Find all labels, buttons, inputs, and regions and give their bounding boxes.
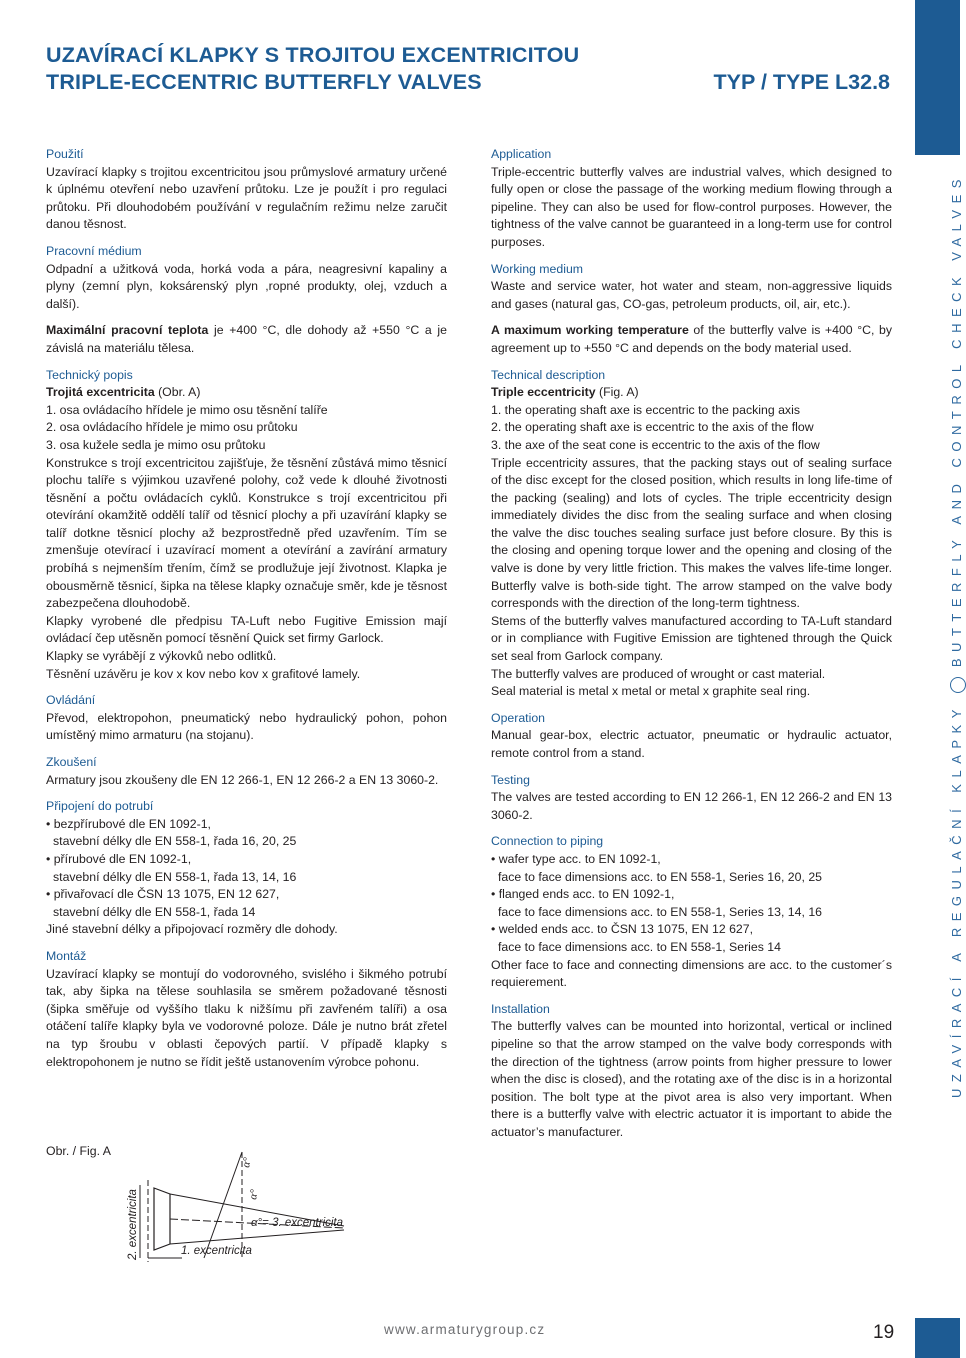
list-item: • bezpřírubové dle EN 1092-1, [46, 816, 211, 831]
right-column [491, 146, 892, 1141]
section-heading: Použití [46, 147, 84, 161]
list-item: • welded ends acc. to ČSN 13 1075, EN 12 627, [491, 922, 754, 937]
section-heading: Connection to piping [491, 834, 604, 849]
section-heading: Working medium [491, 261, 584, 276]
paragraph: Klapky se vyrábějí z výkovků nebo odlitků. [46, 649, 277, 664]
list-item: • přírubové dle EN 1092-1, [46, 851, 192, 866]
list-item: face to face dimensions acc. to EN 558-1, Series 13, 14, 16 [498, 904, 823, 919]
paragraph: Waste and service water, hot water and steam, non-aggressive liquids and gases (natural gas, CO-gas, petroleum products, oil, air, etc.). [491, 279, 892, 311]
section-heading: Montáž [46, 948, 87, 963]
text: je +400 °C, dle dohody až +550 °C a je závislá na materiálu tělesa. [46, 323, 447, 355]
list-item: stavební délky dle EN 558-1, řada 14 [53, 904, 256, 919]
paragraph: Konstrukce s trojí excentricitou zajišťuje, že těsnění zůstává mimo těsnicí plochu talíře s výjimkou uzavřené polohy, což vede k dlouhé životnosti těsnění a počtu ovládacích cyklů. Konstrukce s trojí excentricitou při otevírání okamžitě oddělí talíř od těsnicí plochy a při uzavírání klapky se talíř dotkne těsnicí plochy až bezprostředně před uzavřením. Tím se zmenšuje otevírací i uzavírací moment a otevírání a zavírání armatury probíhá s nejmenším třením, čímž se prodlužuje její životnost. Klapka je obousměrně těsnicí, šipka na tělese klapky označuje směr, kde je těsnost zabezpečena dlouhodobě. [46, 455, 447, 611]
side-label-cz: UZAVÍRACÍ A REGULAČNÍ KLAPKY [949, 703, 964, 1098]
paragraph: Triple-eccentric butterfly valves are industrial valves, which designed to fully open or close the passage of the working medium flowing through a pipeline. They can also be used for flow-control purposes. However, the tightness of the valve cannot be guaranteed in a long-term use for control purposes. [491, 164, 892, 249]
paragraph: Stems of the butterfly valves manufactured according to TA-Luft standard or in compliance with Fugitive Emission are tightened through the Quick set seal from Garlock company. [491, 613, 892, 664]
left-column [46, 146, 447, 1071]
list-item: 3. osa kužele sedla je mimo osu průtoku [46, 437, 266, 452]
title-cz: UZAVÍRACÍ KLAPKY S TROJITOU EXCENTRICITOU [46, 43, 580, 67]
section-heading: Technický popis [46, 367, 133, 382]
paragraph: Uzavírací klapky s trojitou excentricitou jsou průmyslové armatury určené k úplnému otevření nebo uzavření průtoku. Lze je použít i pro regulaci průtoku. Při dlouhodobém používání v regulačním režimu nelze zaručit danou těsnost. [46, 164, 447, 232]
text: of the butterfly valve is +400 °C, by agreement up to +550 °C and depends on the body material used. [491, 323, 892, 355]
paragraph: The valves are tested according to EN 12 266-1, EN 12 266-2 and EN 13 3060-2. [491, 790, 892, 822]
paragraph: Jiné stavební délky a připojovací rozměry dle dohody. [46, 922, 338, 937]
figure-label: Obr. / Fig. A [46, 1144, 111, 1158]
section-heading: Ovládání [46, 693, 96, 708]
paragraph: Těsnění uzávěru je kov x kov nebo kov x grafitové lamely. [46, 666, 361, 681]
ecc1-label: 1. excentricita [181, 1245, 252, 1257]
list-item: 1. osa ovládacího hřídele je mimo osu těsnění talíře [46, 402, 328, 417]
paragraph: Other face to face and connecting dimensions are acc. to the customer´s requierement. [491, 957, 892, 990]
list-item: stavební délky dle EN 558-1, řada 16, 20, 25 [53, 834, 297, 849]
logo-icon [950, 677, 966, 693]
bold-text: Trojitá excentricita [46, 385, 155, 400]
title-en: TRIPLE-ECCENTRIC BUTTERFLY VALVES [46, 70, 482, 94]
paragraph [491, 384, 892, 402]
paragraph: The butterfly valves are produced of wrought or cast material. [491, 666, 826, 681]
ecc2-label: 2. excentricita [127, 1189, 139, 1260]
type-label: TYP / TYPE L32.8 [713, 70, 890, 94]
alpha-label: α° [247, 1188, 261, 1201]
ecc3-label: α°= 3. excentricita [251, 1217, 344, 1229]
top-accent-bar [915, 0, 960, 155]
section-heading: Připojení do potrubí [46, 799, 154, 814]
text: (Obr. A) [154, 385, 201, 400]
section-heading: Zkoušení [46, 755, 97, 769]
section-heading: Installation [491, 1001, 550, 1016]
paragraph: Uzavírací klapky se montují do vodorovného, svislého i šikmého potrubí tak, aby šipka na tělese souhlasila se směrem požadované těsnosti (šipka směřuje od vyššího tlaku k nižšímu při zavřeném talíři) a osa otáčení talíře klapky byla ve vodorovné poloze. Dále je nutno brát zřetel na typ šroubu v oblasti čepových partií. V případě klapky s elektropohonem je nutno se řídit ještě ustanovením výrobce pohonu. [46, 966, 447, 1069]
list-item: 3. the axe of the seat cone is eccentric to the axis of the flow [491, 437, 820, 452]
disc-shape [154, 1188, 170, 1250]
bold-text: Triple eccentricity [491, 385, 596, 400]
page-number: 19 [873, 1322, 895, 1343]
eccentricity-diagram [44, 1140, 384, 1270]
list-item: face to face dimensions acc. to EN 558-1, Series 16, 20, 25 [498, 869, 823, 884]
alpha-label: α° [240, 1156, 254, 1169]
section-heading: Operation [491, 710, 546, 725]
list-item: 2. osa ovládacího hřídele je mimo osu průtoku [46, 420, 298, 435]
paragraph: The butterfly valves can be mounted into horizontal, vertical or inclined pipeline so that the arrow stamped on the valve body corresponds with the direction of the tightness (arrow points from higher pressure to lower when the disc is closed), and the rotating axe of the disc is in a horizontal position. The bolt type at the pivot area is also very important. When there is a butterfly valve with electric actuator it is important to abide the actuator’s manufacturer. [491, 1019, 892, 1139]
angle-line [204, 1152, 242, 1258]
paragraph [491, 322, 892, 357]
side-label-en: BUTTERFLY AND CONTROL CHECK VALVES [949, 173, 964, 668]
section-heading: Pracovní médium [46, 243, 142, 258]
paragraph: Seal material is metal x metal or metal x graphite seal ring. [491, 684, 811, 699]
paragraph [46, 384, 447, 402]
list-item: 1. the operating shaft axe is eccentric to the packing axis [491, 402, 800, 417]
section-heading: Testing [491, 772, 530, 787]
paragraph: Převod, elektropohon, pneumatický nebo hydraulický pohon, pohon umístěný mimo armaturu (na stojanu). [46, 710, 447, 743]
list-item: stavební délky dle EN 558-1, řada 13, 14, 16 [53, 869, 297, 884]
footer-url[interactable]: www.armaturygroup.cz [384, 1322, 546, 1337]
list-item: • přivařovací dle ČSN 13 1075, EN 12 627, [46, 887, 280, 902]
paragraph: Manual gear-box, electric actuator, pneumatic or hydraulic actuator, remote control from a stand. [491, 728, 892, 760]
bold-text: A maximum working temperature [491, 323, 689, 338]
cone-line-bottom [170, 1230, 344, 1244]
section-heading: Technical description [491, 367, 606, 382]
bold-text: Maximální pracovní teplota [46, 323, 209, 338]
paragraph: Odpadní a užitková voda, horká voda a pára, neagresivní kapaliny a plyny (zemní plyn, koksárenský plyn ,ropné produkty, olej, vzduch a další). [46, 261, 447, 311]
text: (Fig. A) [595, 385, 639, 400]
side-vertical-label [949, 173, 966, 1098]
paragraph: Klapky vyrobené dle předpisu TA-Luft nebo Fugitive Emission mají ovládací čep utěsněn pomocí těsnění Quick set firmy Garlock. [46, 613, 447, 646]
paragraph: Armatury jsou zkoušeny dle EN 12 266-1, EN 12 266-2 a EN 13 3060-2. [46, 772, 439, 787]
list-item: face to face dimensions acc. to EN 558-1, Series 14 [498, 939, 781, 954]
page-accent-bar [915, 1318, 960, 1358]
list-item: 2. the operating shaft axe is eccentric to the axis of the flow [491, 420, 814, 435]
list-item: • wafer type acc. to EN 1092-1, [491, 851, 661, 866]
paragraph: Triple eccentricity assures, that the packing stays out of sealing surface of the disc except for the closed position, which results in long life-time of the packing (sealing) and lots of cycles. The triple eccentricity design immediately divides the disc from the sealing surface and when closing the valve the disc touches sealing surface just before closure. By this is the closing and opening torque lower and the opening and closing of the valve is done by very little friction. This makes the valves life-time longer. Butterfly valve is both-side tight. The arrow stamped on the valve body corresponds with the direction of the long-term tightness. [491, 455, 892, 611]
list-item: • flanged ends acc. to EN 1092-1, [491, 887, 675, 902]
paragraph [46, 322, 447, 357]
section-heading: Application [491, 147, 552, 161]
